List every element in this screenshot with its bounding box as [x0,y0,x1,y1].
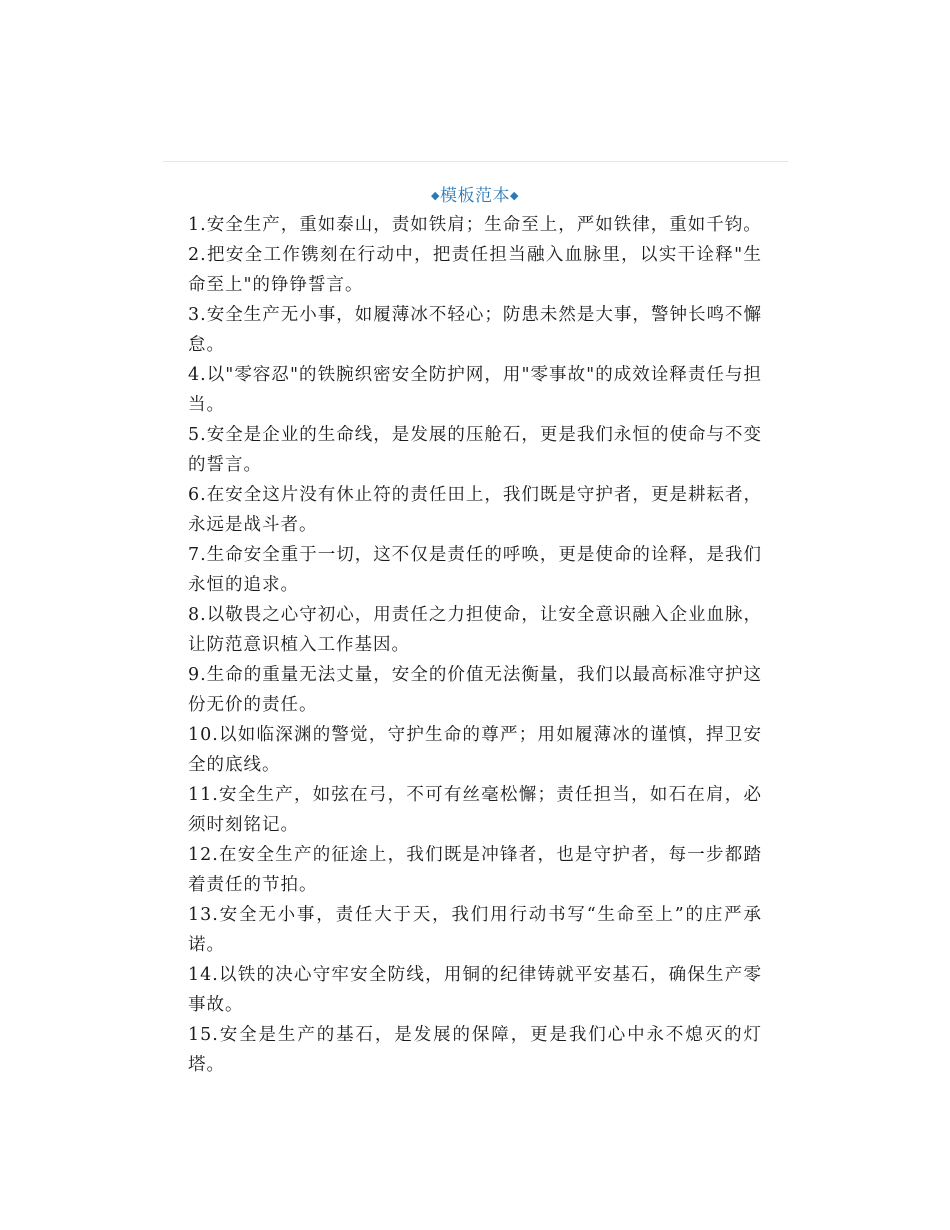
slogan-item: 14.以铁的决心守牢安全防线，用铜的纪律铸就平安基石，确保生产零事故。 [188,965,762,1015]
slogan-list [188,210,762,1080]
slogan-item: 11.安全生产，如弦在弓，不可有丝毫松懈；责任担当，如石在肩，必须时刻铭记。 [188,785,762,835]
diamond-right-icon: ◆ [510,189,519,202]
slogan-item: 5.安全是企业的生命线，是发展的压舱石，更是我们永恒的使命与不变的誓言。 [188,425,762,475]
slogan-item: 1.安全生产，重如泰山，责如铁肩；生命至上，严如铁律，重如千钧。 [188,215,762,235]
slogan-item: 9.生命的重量无法丈量，安全的价值无法衡量，我们以最高标准守护这份无价的责任。 [188,665,762,715]
slogan-item: 6.在安全这片没有休止符的责任田上，我们既是守护者，更是耕耘者，永远是战斗者。 [188,485,762,535]
slogan-item: 2.把安全工作镌刻在行动中，把责任担当融入血脉里，以实干诠释"生命至上"的铮铮誓言。 [188,245,762,295]
slogan-item: 3.安全生产无小事，如履薄冰不轻心；防患未然是大事，警钟长鸣不懈怠。 [188,305,762,355]
slogan-item: 4.以"零容忍"的铁腕织密安全防护网，用"零事故"的成效诠释责任与担当。 [188,365,762,415]
slogan-item: 15.安全是生产的基石，是发展的保障，更是我们心中永不熄灭的灯塔。 [188,1025,762,1075]
slogan-item: 12.在安全生产的征途上，我们既是冲锋者，也是守护者，每一步都踏着责任的节拍。 [188,845,762,895]
diamond-left-icon: ◆ [431,189,440,202]
header-title-text: 模板范本 [440,186,510,206]
slogan-item: 10.以如临深渊的警觉，守护生命的尊严；用如履薄冰的谨慎，捍卫安全的底线。 [188,725,762,775]
slogan-item: 13.安全无小事，责任大于天，我们用行动书写“生命至上”的庄严承诺。 [188,905,762,955]
slogan-item: 7.生命安全重于一切，这不仅是责任的呼唤，更是使命的诠释，是我们永恒的追求。 [188,545,762,595]
header-divider [163,161,788,162]
header-title [0,183,950,209]
slogan-item: 8.以敬畏之心守初心，用责任之力担使命，让安全意识融入企业血脉，让防范意识植入工作基因。 [188,605,762,655]
